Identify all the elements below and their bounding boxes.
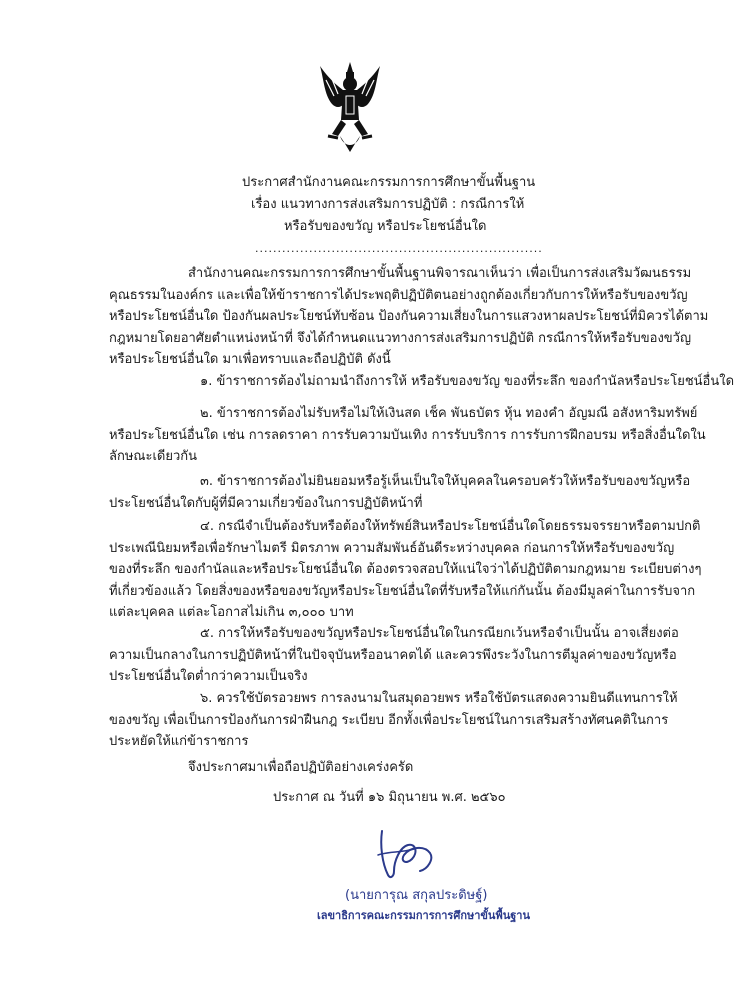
announcement-title: ประกาศสำนักงานคณะกรรมการการศึกษาขั้นพื้นฐาน bbox=[242, 175, 536, 190]
closing-line: จึงประกาศมาเพื่อถือปฏิบัติอย่างเคร่งครัด bbox=[188, 760, 414, 775]
subject-line-1: เรื่อง แนวทางการส่งเสริมการปฏิบัติ : กรณีการให้ bbox=[251, 197, 525, 212]
header-separator: ................................................................ bbox=[255, 242, 543, 255]
signature-icon bbox=[370, 825, 440, 881]
item-line: ของที่ระลึก ของกำนัลและหรือประโยชน์อื่นใด ต้องตรวจสอบให้แน่ใจว่าได้ปฏิบัติตามกฎหมาย ระเบียบต่างๆ bbox=[109, 562, 702, 577]
intro-line: หรือประโยชน์อื่นใด มาเพื่อทราบและถือปฏิบัติ ดังนี้ bbox=[109, 352, 391, 367]
intro-line: คุณธรรมในองค์กร และเพื่อให้ข้าราชการได้ประพฤติปฏิบัติตนอย่างถูกต้องเกี่ยวกับการให้หรือรับของขวัญ bbox=[109, 287, 688, 303]
item-3 bbox=[109, 471, 691, 514]
intro-line: หรือประโยชน์อื่นใด ป้องกันผลประโยชน์ทับซ้อน ป้องกันความเสี่ยงในการแสวงหาผลประโยชน์ที่มิควรได้ตาม bbox=[109, 309, 709, 324]
garuda-emblem-icon bbox=[318, 60, 382, 156]
item-line: ๒. ข้าราชการต้องไม่รับหรือไม่ให้เงินสด เช็ค พันธบัตร หุ้น ทองคำ อัญมณี อสังหาริมทรัพย์ bbox=[200, 406, 698, 421]
item-1 bbox=[109, 371, 734, 393]
item-line: ประโยชน์อื่นใดกับผู้ที่มีความเกี่ยวข้องในการปฏิบัติหน้าที่ bbox=[109, 495, 423, 511]
item-6 bbox=[109, 688, 678, 753]
closing-statement bbox=[109, 757, 597, 779]
item-line: ของขวัญ เพื่อเป็นการป้องกันการฝ่าฝืนกฎ ระเบียบ อีกทั้งเพื่อประโยชน์ในการเสริมสร้างทัศนคติในการ bbox=[109, 712, 669, 728]
intro-paragraph bbox=[109, 263, 709, 371]
item-4 bbox=[109, 516, 702, 624]
item-line: แต่ละบุคคล แต่ละโอกาสไม่เกิน ๓,๐๐๐ บาท bbox=[109, 605, 354, 620]
item-5 bbox=[109, 623, 679, 688]
signer-name: (นายการุณ สกุลประดิษฐ์) bbox=[345, 888, 488, 903]
item-line: ที่เกี่ยวข้องแล้ว โดยสิ่งของหรือของขวัญหรือประโยชน์อื่นใดที่รับหรือให้แก่กันนั้น ต้องมีมูลค่าในการรับจาก bbox=[109, 583, 696, 599]
item-line: ประหยัดให้แก่ข้าราชการ bbox=[109, 734, 249, 749]
signer-position: เลขาธิการคณะกรรมการการศึกษาขั้นพื้นฐาน bbox=[317, 909, 530, 922]
item-2 bbox=[109, 403, 706, 468]
item-line: ๔. กรณีจำเป็นต้องรับหรือต้องให้ทรัพย์สินหรือประโยชน์อื่นใดโดยธรรมจรรยาหรือตามปกติ bbox=[200, 519, 701, 534]
item-line: ๑. ข้าราชการต้องไม่ถามนำถึงการให้ หรือรับของขวัญ ของที่ระลึก ของกำนัลหรือประโยชน์อื่นใด bbox=[200, 374, 734, 389]
item-line: ประเพณีนิยมหรือเพื่อรักษาไมตรี มิตรภาพ ความสัมพันธ์อันดีระหว่างบุคคล ก่อนการให้หรือรับของขวัญ bbox=[109, 540, 675, 556]
intro-line: กฎหมายโดยอาศัยตำแหน่งหน้าที่ จึงได้กำหนดแนวทางการส่งเสริมการปฏิบัติ กรณีการให้หรือรับของขวัญ bbox=[109, 330, 692, 346]
item-line: ๕. การให้หรือรับของขวัญหรือประโยชน์อื่นใดในกรณียกเว้นหรือจำเป็นนั้น อาจเสี่ยงต่อ bbox=[200, 626, 679, 641]
item-line: ความเป็นกลางในการปฏิบัติหน้าที่ในปัจจุบันหรืออนาคตได้ และควรพึงระวังในการตีมูลค่าของขวัญหรือ bbox=[109, 647, 677, 663]
subject-line-2: หรือรับของขวัญ หรือประโยชน์อื่นใด bbox=[284, 219, 487, 234]
item-line: ลักษณะเดียวกัน bbox=[109, 449, 198, 464]
item-line: ๖. ควรใช้บัตรอวยพร การลงนามในสมุดอวยพร หรือใช้บัตรแสดงความยินดีแทนการให้ bbox=[200, 691, 678, 706]
item-line: ประโยชน์อื่นใดต่ำกว่าความเป็นจริง bbox=[109, 669, 308, 684]
item-line: ๓. ข้าราชการต้องไม่ยินยอมหรือรู้เห็นเป็นใจให้บุคคลในครอบครัวให้หรือรับของขวัญหรือ bbox=[200, 474, 691, 489]
intro-line: สำนักงานคณะกรรมการการศึกษาขั้นพื้นฐานพิจารณาเห็นว่า เพื่อเป็นการส่งเสริมวัฒนธรรม bbox=[188, 266, 692, 281]
announcement-date: ประกาศ ณ วันที่ ๑๖ มิถุนายน พ.ศ. ๒๕๖๐ bbox=[273, 790, 506, 805]
item-line: หรือประโยชน์อื่นใด เช่น การลดราคา การรับความบันเทิง การรับบริการ การรับการฝึกอบรม หรือสิ่งอื่นใดใน bbox=[109, 427, 706, 443]
